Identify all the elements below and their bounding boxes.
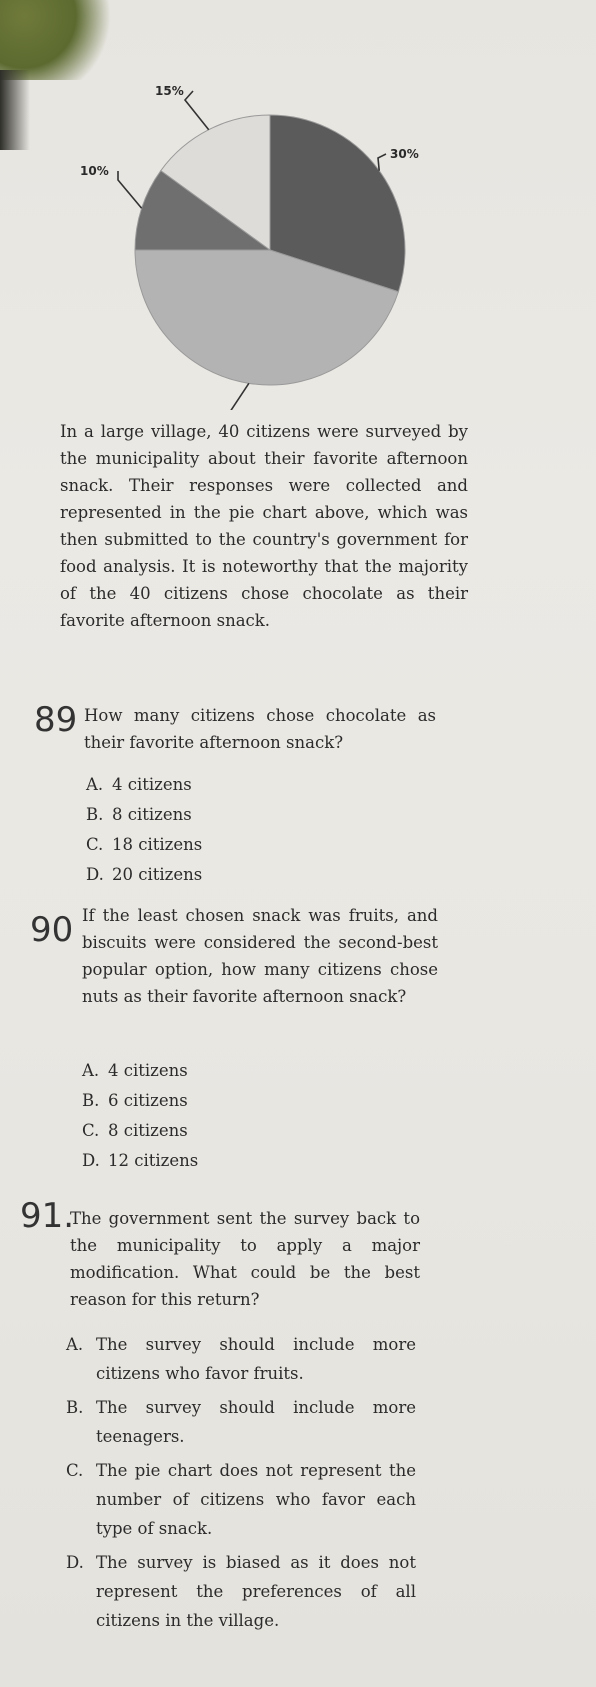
option-d[interactable]: D. 12 citizens bbox=[82, 1151, 199, 1170]
question-text: How many citizens chose chocolate as their favorite afternoon snack? bbox=[84, 706, 436, 752]
question-number: 91. bbox=[20, 1196, 75, 1236]
leader-line bbox=[118, 171, 142, 208]
option-a[interactable]: A. 4 citizens bbox=[86, 775, 192, 794]
pie-label: 30% bbox=[390, 147, 419, 161]
option-b[interactable]: B. The survey should include more teenagers. bbox=[66, 1398, 416, 1446]
passage-text: In a large village, 40 citizens were surveyed by the municipality about their favorite afternoon snack. Their responses were collected and represented in the pie chart above, which was then submitted to the country's government for food analysis. It is noteworthy that the majority of the 40 citizens chose chocolate as their favorite afternoon snack. bbox=[60, 422, 468, 630]
option-d[interactable]: D. 20 citizens bbox=[86, 865, 203, 884]
options-list bbox=[66, 1330, 416, 1640]
background-corner bbox=[0, 0, 120, 80]
pie-label: 10% bbox=[80, 164, 109, 178]
leader-line bbox=[185, 91, 209, 130]
option-c[interactable]: C. 8 citizens bbox=[82, 1121, 188, 1140]
option-a[interactable]: A. The survey should include more citizens who favor fruits. bbox=[66, 1335, 416, 1383]
pie-slices bbox=[135, 115, 405, 385]
leader-line bbox=[378, 154, 386, 171]
question-text: If the least chosen snack was fruits, and biscuits were considered the second-best popular option, how many citizens chose nuts as their favorite afternoon snack? bbox=[82, 906, 438, 1006]
option-b[interactable]: B. 8 citizens bbox=[86, 805, 192, 824]
options-list bbox=[86, 770, 202, 890]
option-a[interactable]: A. 4 citizens bbox=[82, 1061, 188, 1080]
question-number: 89 bbox=[34, 700, 78, 740]
question-number: 90 bbox=[30, 910, 74, 950]
pie-chart bbox=[60, 80, 480, 410]
options-list bbox=[82, 1056, 198, 1176]
option-c[interactable]: C. 18 citizens bbox=[86, 835, 203, 854]
background-shadow bbox=[0, 70, 30, 150]
option-b[interactable]: B. 6 citizens bbox=[82, 1091, 188, 1110]
option-d[interactable]: D. The survey is biased as it does not represent the preferences of all citizens in the village. bbox=[66, 1553, 416, 1630]
leader-line bbox=[210, 383, 249, 410]
pie-label: 15% bbox=[155, 84, 184, 98]
question-text: The government sent the survey back to the municipality to apply a major modification. What could be the best reason for this return? bbox=[70, 1209, 420, 1309]
option-c[interactable]: C. The pie chart does not represent the number of citizens who favor each type of snack. bbox=[66, 1461, 416, 1538]
